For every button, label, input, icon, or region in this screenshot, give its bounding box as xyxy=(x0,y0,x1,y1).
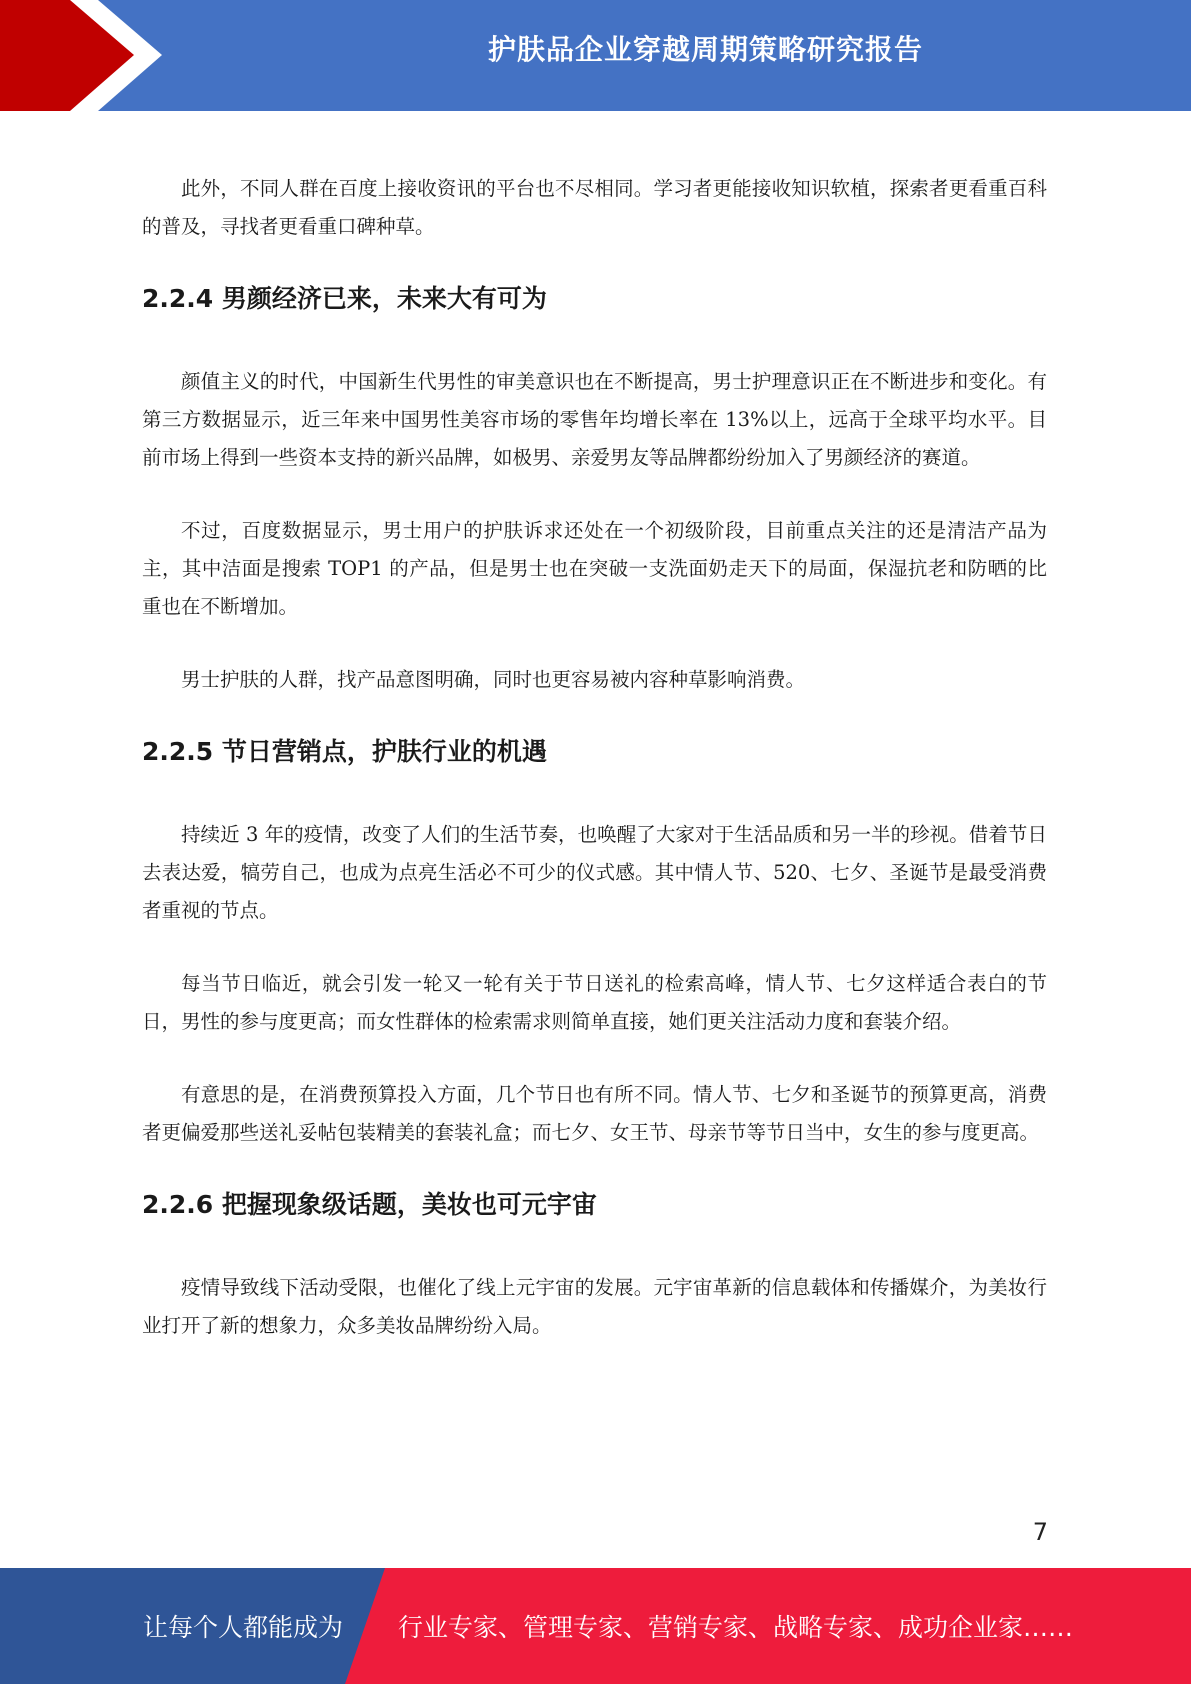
section-2-2-6 xyxy=(142,1187,1047,1345)
paragraph: 有意思的是，在消费预算投入方面，几个节日也有所不同。情人节、七夕和圣诞节的预算更高，消费者更偏爱那些送礼妥帖包装精美的套装礼盒；而七夕、女王节、母亲节等节日当中，女生的参与度更高。 xyxy=(142,1083,1047,1144)
paragraph: 每当节日临近，就会引发一轮又一轮有关于节日送礼的检索高峰，情人节、七夕这样适合表白的节日，男性的参与度更高；而女性群体的检索需求则简单直接，她们更关注活动力度和套装介绍。 xyxy=(142,972,1047,1033)
page-footer xyxy=(0,1568,1191,1684)
paragraph: 男士护肤的人群，找产品意图明确，同时也更容易被内容种草影响消费。 xyxy=(181,668,806,691)
section-heading: 2.2.5 节日营销点，护肤行业的机遇 xyxy=(142,737,547,766)
section-heading: 2.2.4 男颜经济已来，未来大有可为 xyxy=(142,284,547,313)
intro-paragraph: 此外，不同人群在百度上接收资讯的平台也不尽相同。学习者更能接收知识软植，探索者更看重百科的普及，寻找者更看重口碑种草。 xyxy=(142,177,1047,238)
section-2-2-4 xyxy=(142,281,1047,699)
section-2-2-5 xyxy=(142,734,1047,1152)
paragraph: 不过，百度数据显示，男士用户的护肤诉求还处在一个初级阶段，目前重点关注的还是清洁产品为主，其中洁面是搜索 TOP1 的产品，但是男士也在突破一支洗面奶走天下的局面，保湿抗老和防晒的比重也在不断增加。 xyxy=(142,519,1047,618)
paragraph: 持续近 3 年的疫情，改变了人们的生活节奏，也唤醒了大家对于生活品质和另一半的珍视。借着节日去表达爱，犒劳自己，也成为点亮生活必不可少的仪式感。其中情人节、520、七夕、圣诞节是最受消费者重视的节点。 xyxy=(142,823,1047,922)
paragraph: 疫情导致线下活动受限，也催化了线上元宇宙的发展。元宇宙革新的信息载体和传播媒介，为美妆行业打开了新的想象力，众多美妆品牌纷纷入局。 xyxy=(142,1276,1047,1337)
paragraph: 颜值主义的时代，中国新生代男性的审美意识也在不断提高，男士护理意识正在不断进步和变化。有第三方数据显示，近三年来中国男性美容市场的零售年均增长率在 13%以上，远高于全球平均水平。目前市场上得到一些资本支持的新兴品牌，如极男、亲爱男友等品牌都纷纷加入了男颜经济的赛道。 xyxy=(142,370,1047,469)
section-heading: 2.2.6 把握现象级话题，美妆也可元宇宙 xyxy=(142,1190,597,1219)
report-title: 护肤品企业穿越周期策略研究报告 xyxy=(487,33,923,66)
footer-slogan-right: 行业专家、管理专家、营销专家、战略专家、成功企业家…… xyxy=(398,1613,1074,1642)
footer-slogan-left: 让每个人都能成为 xyxy=(143,1613,344,1642)
page-number: 7 xyxy=(1032,1518,1048,1546)
page-content xyxy=(142,170,1047,1380)
page-header xyxy=(0,0,1191,111)
